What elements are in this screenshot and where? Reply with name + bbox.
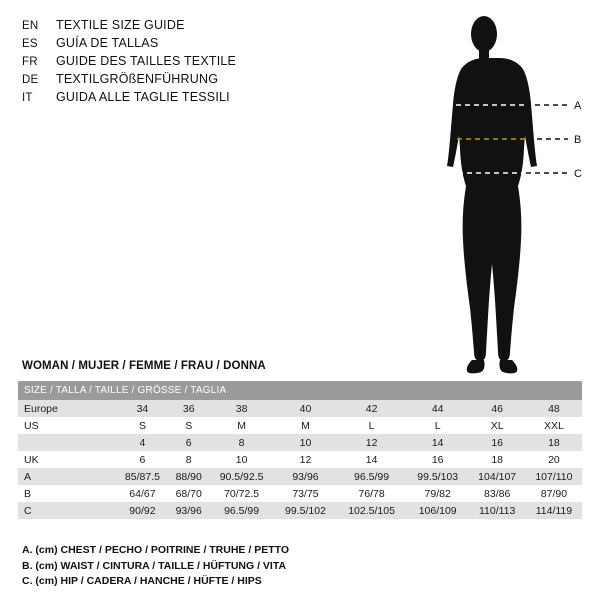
cell: 18 [526, 434, 582, 451]
row-label: B [18, 485, 116, 502]
language-code-de: DE [22, 74, 39, 86]
cell: 36 [169, 400, 209, 417]
cell: 114/119 [526, 502, 582, 519]
cell: 42 [336, 400, 407, 417]
cell: 96.5/99 [209, 502, 275, 519]
note-hip: C. (cm) HIP / CADERA / HANCHE / HÜFTE / HIPS [22, 575, 262, 587]
cell: L [407, 417, 469, 434]
measurement-notes [22, 543, 289, 590]
cell: M [209, 417, 275, 434]
row-label: Europe [18, 400, 116, 417]
cell: 38 [209, 400, 275, 417]
language-row-de [22, 70, 422, 88]
table-row [18, 417, 582, 434]
table-row [18, 502, 582, 519]
language-title-de: TEXTILGRÖßENFÜHRUNG [56, 72, 219, 86]
cell: 4 [116, 434, 169, 451]
cell: 99.5/103 [407, 468, 469, 485]
language-code-es: ES [22, 38, 38, 50]
cell: L [336, 417, 407, 434]
section-label-woman: WOMAN / MUJER / FEMME / FRAU / DONNA [22, 360, 266, 372]
cell: 48 [526, 400, 582, 417]
cell: 87/90 [526, 485, 582, 502]
table-row [18, 485, 582, 502]
cell: 110/113 [469, 502, 526, 519]
woman-silhouette-icon [447, 16, 537, 373]
language-title-list [22, 16, 422, 106]
row-label: A [18, 468, 116, 485]
hip-guide-label: C [574, 168, 582, 180]
row-label: C [18, 502, 116, 519]
cell: 85/87.5 [116, 468, 169, 485]
cell: S [116, 417, 169, 434]
language-code-fr: FR [22, 56, 38, 68]
cell: 16 [407, 451, 469, 468]
cell: S [169, 417, 209, 434]
cell: 40 [275, 400, 337, 417]
table-header-label: SIZE / TALLA / TAILLE / GRÖSSE / TAGLIA [18, 381, 582, 400]
cell: 106/109 [407, 502, 469, 519]
language-row-fr [22, 52, 422, 70]
cell: 88/90 [169, 468, 209, 485]
cell: 34 [116, 400, 169, 417]
cell: 79/82 [407, 485, 469, 502]
cell: 107/110 [526, 468, 582, 485]
cell: 68/70 [169, 485, 209, 502]
cell: 14 [407, 434, 469, 451]
cell: 64/67 [116, 485, 169, 502]
cell: 104/107 [469, 468, 526, 485]
language-title-es: GUÍA DE TALLAS [56, 36, 159, 50]
language-row-es [22, 34, 422, 52]
cell: 83/86 [469, 485, 526, 502]
cell: 18 [469, 451, 526, 468]
language-code-it: IT [22, 92, 33, 104]
row-label [18, 434, 116, 451]
cell: M [275, 417, 337, 434]
table-row [18, 434, 582, 451]
language-title-fr: GUIDE DES TAILLES TEXTILE [56, 54, 237, 68]
language-title-it: GUIDA ALLE TAGLIE TESSILI [56, 90, 230, 104]
table-header-row [18, 381, 582, 400]
cell: 46 [469, 400, 526, 417]
cell: 93/96 [275, 468, 337, 485]
waist-guide-label: B [574, 134, 582, 146]
language-title-en: TEXTILE SIZE GUIDE [56, 18, 185, 32]
table-row [18, 468, 582, 485]
size-table [18, 381, 582, 519]
cell: 93/96 [169, 502, 209, 519]
cell: 96.5/99 [336, 468, 407, 485]
cell: 76/78 [336, 485, 407, 502]
cell: 44 [407, 400, 469, 417]
cell: 20 [526, 451, 582, 468]
cell: 12 [275, 451, 337, 468]
cell: 6 [116, 451, 169, 468]
cell: XL [469, 417, 526, 434]
language-row-en [22, 16, 422, 34]
cell: 90/92 [116, 502, 169, 519]
cell: 102.5/105 [336, 502, 407, 519]
cell: 6 [169, 434, 209, 451]
cell: 8 [209, 434, 275, 451]
cell: 12 [336, 434, 407, 451]
cell: 70/72.5 [209, 485, 275, 502]
language-code-en: EN [22, 20, 39, 32]
cell: 16 [469, 434, 526, 451]
table-row [18, 451, 582, 468]
table-row [18, 400, 582, 417]
chest-guide-label: A [574, 100, 582, 112]
cell: 8 [169, 451, 209, 468]
note-chest: A. (cm) CHEST / PECHO / POITRINE / TRUHE / PETTO [22, 544, 290, 556]
language-row-it [22, 88, 422, 106]
row-label: US [18, 417, 116, 434]
cell: XXL [526, 417, 582, 434]
cell: 10 [209, 451, 275, 468]
cell: 14 [336, 451, 407, 468]
note-waist: B. (cm) WAIST / CINTURA / TAILLE / HÜFTUNG / VITA [22, 559, 287, 572]
row-label: UK [18, 451, 116, 468]
cell: 99.5/102 [275, 502, 337, 519]
cell: 90.5/92.5 [209, 468, 275, 485]
cell: 73/75 [275, 485, 337, 502]
woman-figure [400, 8, 600, 378]
cell: 10 [275, 434, 337, 451]
